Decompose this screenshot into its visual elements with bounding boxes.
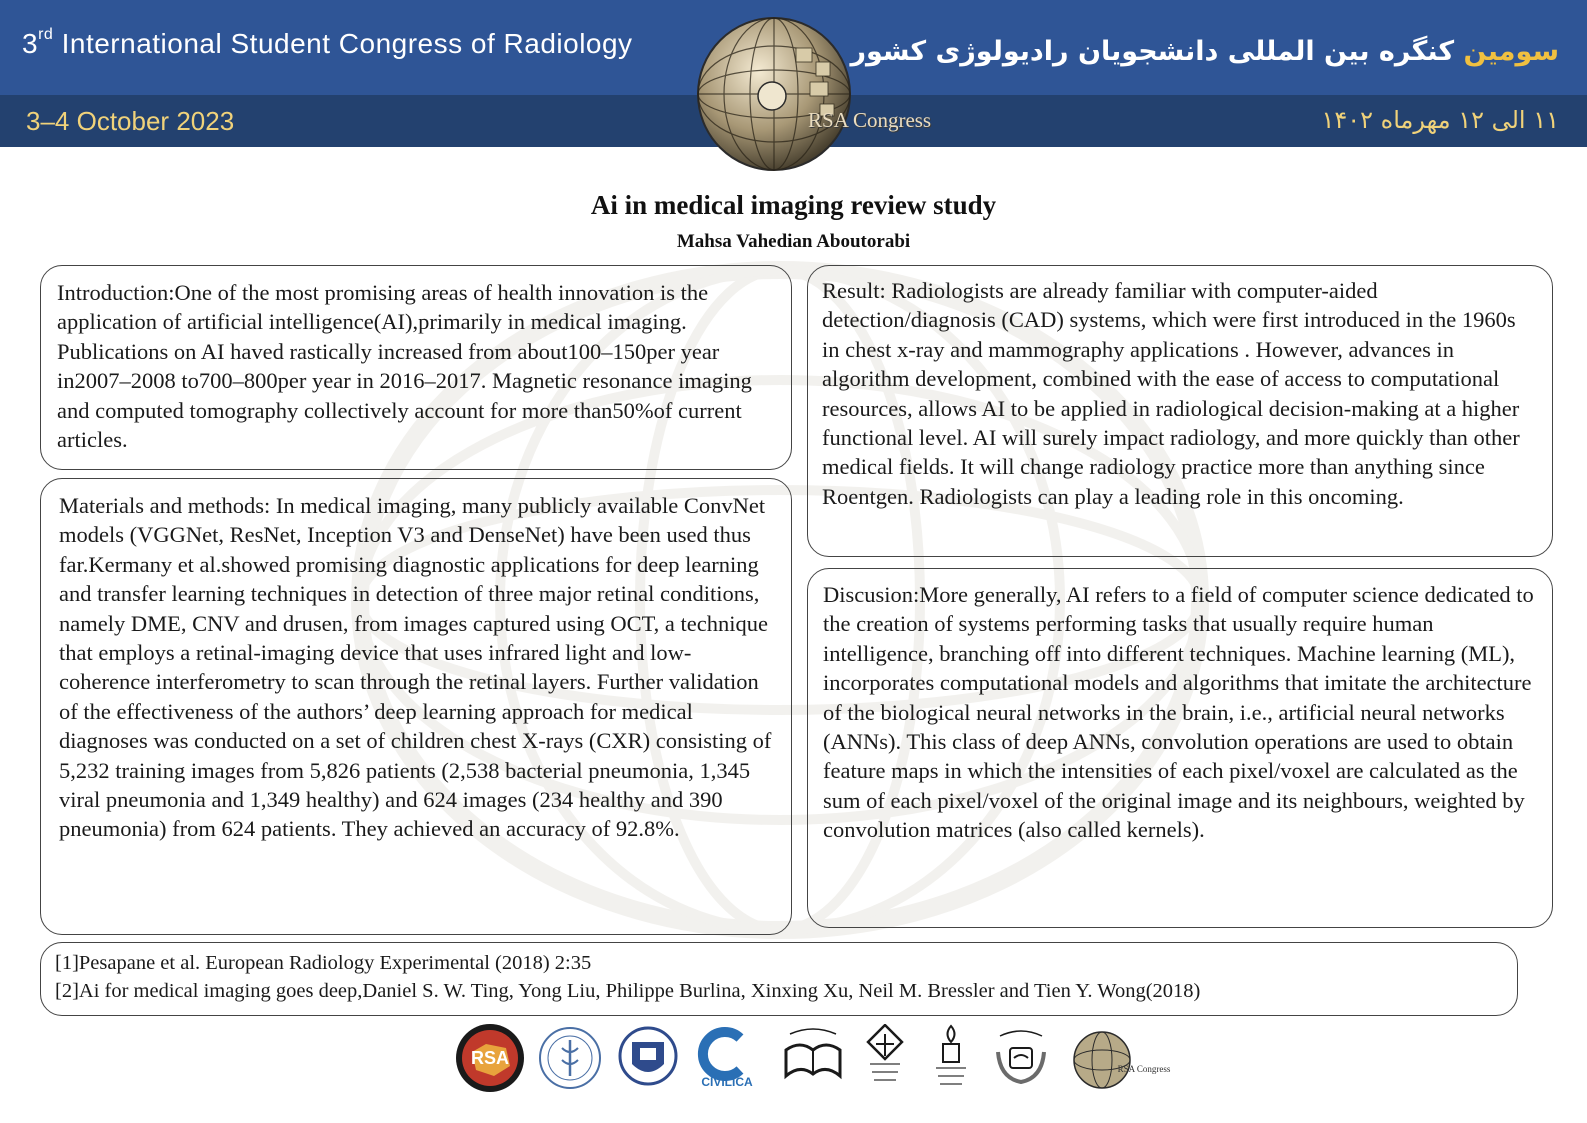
congress-date-en: 3–4 October 2023 bbox=[26, 106, 235, 136]
introduction-box bbox=[40, 265, 792, 470]
reference-item: [2]Ai for medical imaging goes deep,Daniel S. W. Ting, Yong Liu, Philippe Burlina, Xinxing Xu, Neil M. Bressler and Tien Y. Wong(2018) bbox=[55, 980, 1201, 1002]
discussion-box bbox=[807, 568, 1553, 928]
congress-date-fa: ۱۱ الی ۱۲ مهرماه ۱۴۰۲ bbox=[1321, 106, 1559, 134]
sponsor-logos-row bbox=[450, 1020, 1180, 1118]
introduction-text: Introduction:One of the most promising areas of health innovation is the application of artificial intelligence(AI),primarily in medical imaging. Publications on AI haved rastically increased from about100–150per year in2007–2008 to700–800per year in 2016–2017. Magnetic resonance imaging and computed tomography collectively account for more than50%of current articles. bbox=[57, 280, 752, 453]
rsa-congress-globe-logo bbox=[692, 8, 862, 178]
rsa-congress-small-logo-icon bbox=[1072, 1026, 1172, 1092]
result-text: Result: Radiologists are already familiar with computer-aided detection/diagnosis (CAD) systems, which were first introduced in the 1960s in chest x-ray and mammography applications . However, advances in algorithm development, combined with the ease of access to computational resources, allows AI to be applied in radiological decision-making at a higher functional level. AI will surely impact radiology, and more quickly than other medical fields. It will change radiology practice more than anything since Roentgen. Radiologists can play a leading role in this oncoming. bbox=[822, 278, 1520, 509]
ribbon-emblem-icon bbox=[860, 1024, 910, 1094]
reference-item: [1]Pesapane et al. European Radiology Experimental (2018) 2:35 bbox=[55, 952, 592, 974]
wreath-emblem-icon bbox=[990, 1022, 1052, 1094]
methods-text: Materials and methods: In medical imaging, many publicly available ConvNet models (VGGNet, ResNet, Inception V3 and DenseNet) have been used thus far.Kermany et al.showed promising diagnostic applications for deep learning and transfer learning techniques in detection of three major retinal conditions, namely DME, CNV and drusen, from images captured using OCT, a technique that employs a retinal-imaging device that uses infrared light and low-coherence interferometry to scan through the retinal layers. Further validation of the effectiveness of the authors’ deep learning approach for medical diagnoses was conducted on a set of children chest X-rays (CXR) consisting of 5,232 training images from 5,826 patients (2,538 bacterial pneumonia, 1,345 viral pneumonia and 1,349 healthy) and 624 images (234 healthy and 390 pneumonia) from 624 patients. They achieved an accuracy of 92.8%. bbox=[59, 493, 772, 842]
university-shield-icon bbox=[618, 1024, 678, 1090]
discussion-text: Discusion:More generally, AI refers to a field of computer science dedicated to the creation of systems performing tasks that usually require human intelligence, branching off into different techniques. Machine learning (ML), incorporates computational models and algorithms that imitate the architecture of the biological neural networks in the brain, i.e., artificial neural networks (ANNs). This class of deep ANNs, convolution operations are used to obtain feature maps in which the intensities of each pixel/voxel are calculated as the sum of each pixel/voxel of the original image and its neighbours, weighted by convolution matrices (also called kernels). bbox=[823, 582, 1534, 843]
poster-author: Mahsa Vahedian Aboutorabi bbox=[676, 231, 911, 252]
poster-title: Ai in medical imaging review study bbox=[590, 190, 997, 220]
open-book-logo-icon bbox=[780, 1026, 846, 1090]
civilica-logo-icon bbox=[694, 1026, 760, 1090]
medical-society-emblem-icon bbox=[538, 1026, 602, 1090]
rsa-logo-text: RSA bbox=[470, 1048, 510, 1068]
candle-emblem-icon bbox=[928, 1022, 974, 1094]
methods-box bbox=[40, 478, 792, 935]
globe-logo-caption: RSA Congress bbox=[808, 108, 932, 132]
rsa-logo-icon bbox=[454, 1022, 526, 1094]
references-box bbox=[40, 942, 1518, 1016]
congress-title-fa: سومین کنگره بین المللی دانشجویان رادیولوژی کشور bbox=[850, 36, 1559, 67]
rsa-congress-small-text: RSA Congress bbox=[1117, 1064, 1171, 1074]
result-box bbox=[807, 265, 1553, 557]
civilica-logo-text: CIVILICA bbox=[701, 1075, 753, 1089]
congress-title-en: 3rd International Student Congress of Radiology bbox=[22, 25, 633, 59]
